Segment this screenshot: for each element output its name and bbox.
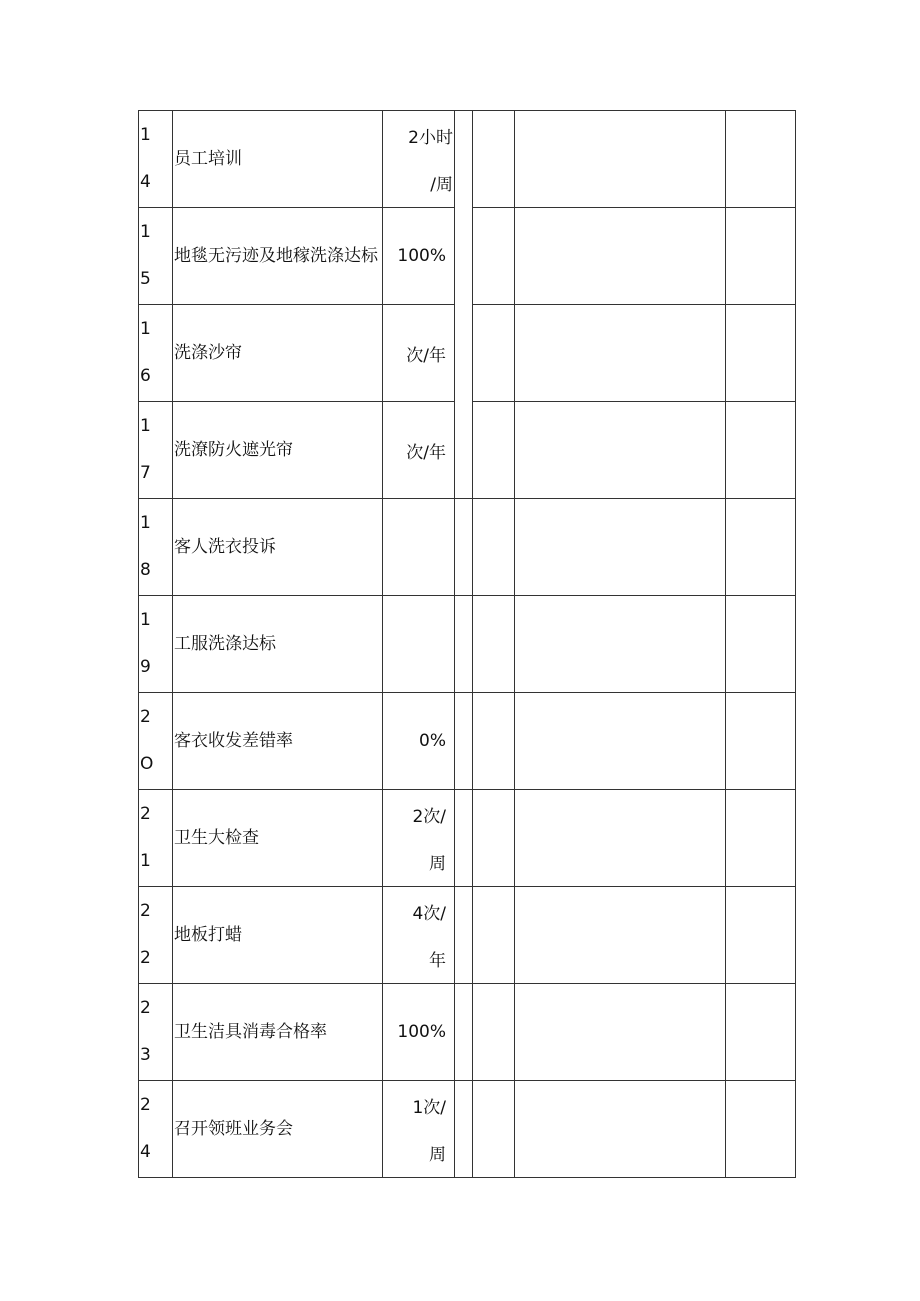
blank-cell <box>726 111 796 208</box>
standard-cell: 次/年 <box>383 305 455 402</box>
blank-cell <box>726 1081 796 1178</box>
blank-cell <box>726 402 796 499</box>
blank-cell <box>455 596 473 693</box>
blank-cell <box>515 790 726 887</box>
blank-cell <box>515 208 726 305</box>
blank-cell <box>726 984 796 1081</box>
blank-cell <box>455 111 473 208</box>
blank-cell <box>455 984 473 1081</box>
table-row <box>139 208 796 305</box>
table-row <box>139 693 796 790</box>
blank-cell <box>473 305 515 402</box>
blank-cell <box>473 790 515 887</box>
blank-cell <box>726 790 796 887</box>
blank-cell <box>473 111 515 208</box>
table-row <box>139 305 796 402</box>
blank-cell <box>473 596 515 693</box>
blank-cell <box>455 305 473 402</box>
item-cell: 地毯无污迹及地稼洗涤达标 <box>173 208 383 305</box>
blank-cell <box>473 208 515 305</box>
table-row <box>139 596 796 693</box>
row-number-cell: 1 5 <box>139 208 173 305</box>
row-number-cell: 2 1 <box>139 790 173 887</box>
blank-cell <box>455 208 473 305</box>
standard-cell: 次/年 <box>383 402 455 499</box>
table-row <box>139 111 796 208</box>
blank-cell <box>515 111 726 208</box>
row-number-cell: 2 O <box>139 693 173 790</box>
row-number-cell: 1 8 <box>139 499 173 596</box>
blank-cell <box>473 1081 515 1178</box>
row-number-cell: 1 4 <box>139 111 173 208</box>
blank-cell <box>473 887 515 984</box>
blank-cell <box>515 402 726 499</box>
blank-cell <box>726 208 796 305</box>
item-cell: 洗潦防火遮光帘 <box>173 402 383 499</box>
standard-cell: 1次/ 周 <box>383 1081 455 1178</box>
item-cell: 客衣收发差错率 <box>173 693 383 790</box>
standard-cell: 100% <box>383 984 455 1081</box>
row-number-cell: 2 2 <box>139 887 173 984</box>
blank-cell <box>455 887 473 984</box>
blank-cell <box>726 596 796 693</box>
row-number-cell: 2 4 <box>139 1081 173 1178</box>
blank-cell <box>726 305 796 402</box>
blank-cell <box>515 305 726 402</box>
row-number-cell: 1 7 <box>139 402 173 499</box>
item-cell: 工服洗涤达标 <box>173 596 383 693</box>
standard-cell <box>383 499 455 596</box>
standard-cell: 0% <box>383 693 455 790</box>
row-number-cell: 2 3 <box>139 984 173 1081</box>
inspection-table <box>138 110 796 1178</box>
blank-cell <box>455 402 473 499</box>
blank-cell <box>515 596 726 693</box>
blank-cell <box>515 984 726 1081</box>
blank-cell <box>473 693 515 790</box>
standard-cell: 2次/ 周 <box>383 790 455 887</box>
blank-cell <box>473 402 515 499</box>
blank-cell <box>515 1081 726 1178</box>
table-row <box>139 887 796 984</box>
blank-cell <box>726 887 796 984</box>
blank-cell <box>726 499 796 596</box>
row-number-cell: 1 9 <box>139 596 173 693</box>
standard-cell <box>383 596 455 693</box>
blank-cell <box>473 499 515 596</box>
item-cell: 洗涤沙帘 <box>173 305 383 402</box>
blank-cell <box>455 1081 473 1178</box>
blank-cell <box>515 887 726 984</box>
standard-cell: 2小时 /周 <box>383 111 455 208</box>
standard-cell: 4次/ 年 <box>383 887 455 984</box>
blank-cell <box>455 693 473 790</box>
table-row <box>139 402 796 499</box>
item-cell: 卫生大检查 <box>173 790 383 887</box>
item-cell: 客人洗衣投诉 <box>173 499 383 596</box>
table-row <box>139 984 796 1081</box>
table-row <box>139 499 796 596</box>
item-cell: 卫生洁具消毒合格率 <box>173 984 383 1081</box>
item-cell: 地板打蜡 <box>173 887 383 984</box>
blank-cell <box>515 693 726 790</box>
standard-cell: 100% <box>383 208 455 305</box>
item-cell: 召开领班业务会 <box>173 1081 383 1178</box>
table-row <box>139 790 796 887</box>
row-number-cell: 1 6 <box>139 305 173 402</box>
blank-cell <box>455 499 473 596</box>
blank-cell <box>726 693 796 790</box>
blank-cell <box>515 499 726 596</box>
item-cell: 员工培训 <box>173 111 383 208</box>
blank-cell <box>455 790 473 887</box>
blank-cell <box>473 984 515 1081</box>
table-row <box>139 1081 796 1178</box>
